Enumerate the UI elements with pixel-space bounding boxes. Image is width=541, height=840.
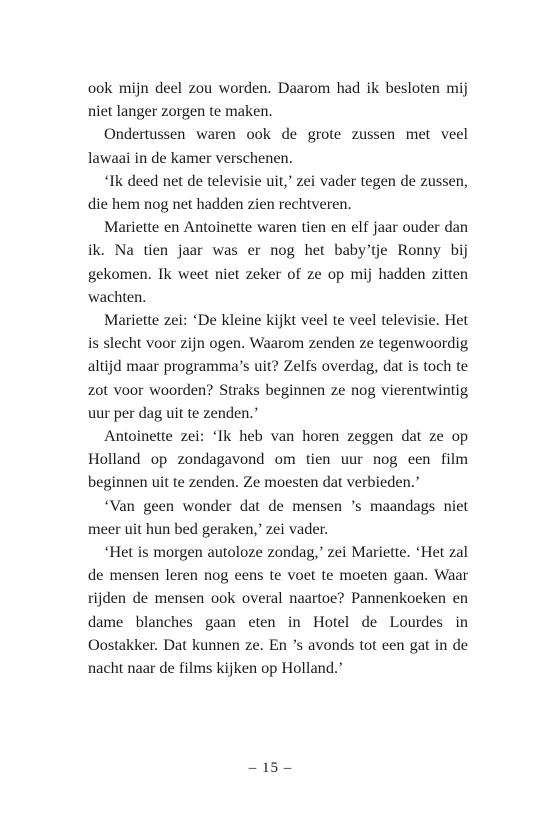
page-number: – 15 – [248,760,293,776]
paragraph-7: ‘Van geen wonder dat de mensen ’s maandags niet meer uit hun bed geraken,’ zei vader. [88,495,468,538]
paragraph-5: Mariette zei: ‘De kleine kijkt veel te veel televisie. Het is slecht voor zijn ogen. Waarom zenden ze tegenwoordig altijd maar programma’s uit? Zelfs overdag, dat is toch te zot voor woorden? Straks beginnen ze nog vierentwintig uur per dag uit te zenden.’ [88,310,468,422]
body-text [88,76,468,679]
paragraph-1: ook mijn deel zou worden. Daarom had ik besloten mij niet langer zorgen te maken. [88,78,468,121]
paragraph-6: Antoinette zei: ‘Ik heb van horen zeggen dat ze op Holland op zondagavond om tien uur nog een film beginnen uit te zenden. Ze moesten dat verbieden.’ [88,426,468,492]
paragraph-2: Ondertussen waren ook de grote zussen met veel lawaai in de kamer verschenen. [88,124,468,167]
paragraph-4: Mariette en Antoinette waren tien en elf jaar ouder dan ik. Na tien jaar was er nog het baby’tje Ronny bij gekomen. Ik weet niet zeker of ze op mij hadden zitten wachten. [88,217,468,306]
paragraph-3: ‘Ik deed net de televisie uit,’ zei vader tegen de zussen, die hem nog net hadden zien rechtveren. [88,170,468,214]
paragraph-8: ‘Het is morgen autoloze zondag,’ zei Mariette. ‘Het zal de mensen leren nog eens te voet te moeten gaan. Waar rijden de mensen ook overal naartoe? Pannenkoeken en dame blanches gaan eten in Hotel de Lourdes in Oostakker. Dat kunnen ze. En ’s avonds tot een gat in de nacht naar de films kijken op Holland.’ [88,542,468,678]
